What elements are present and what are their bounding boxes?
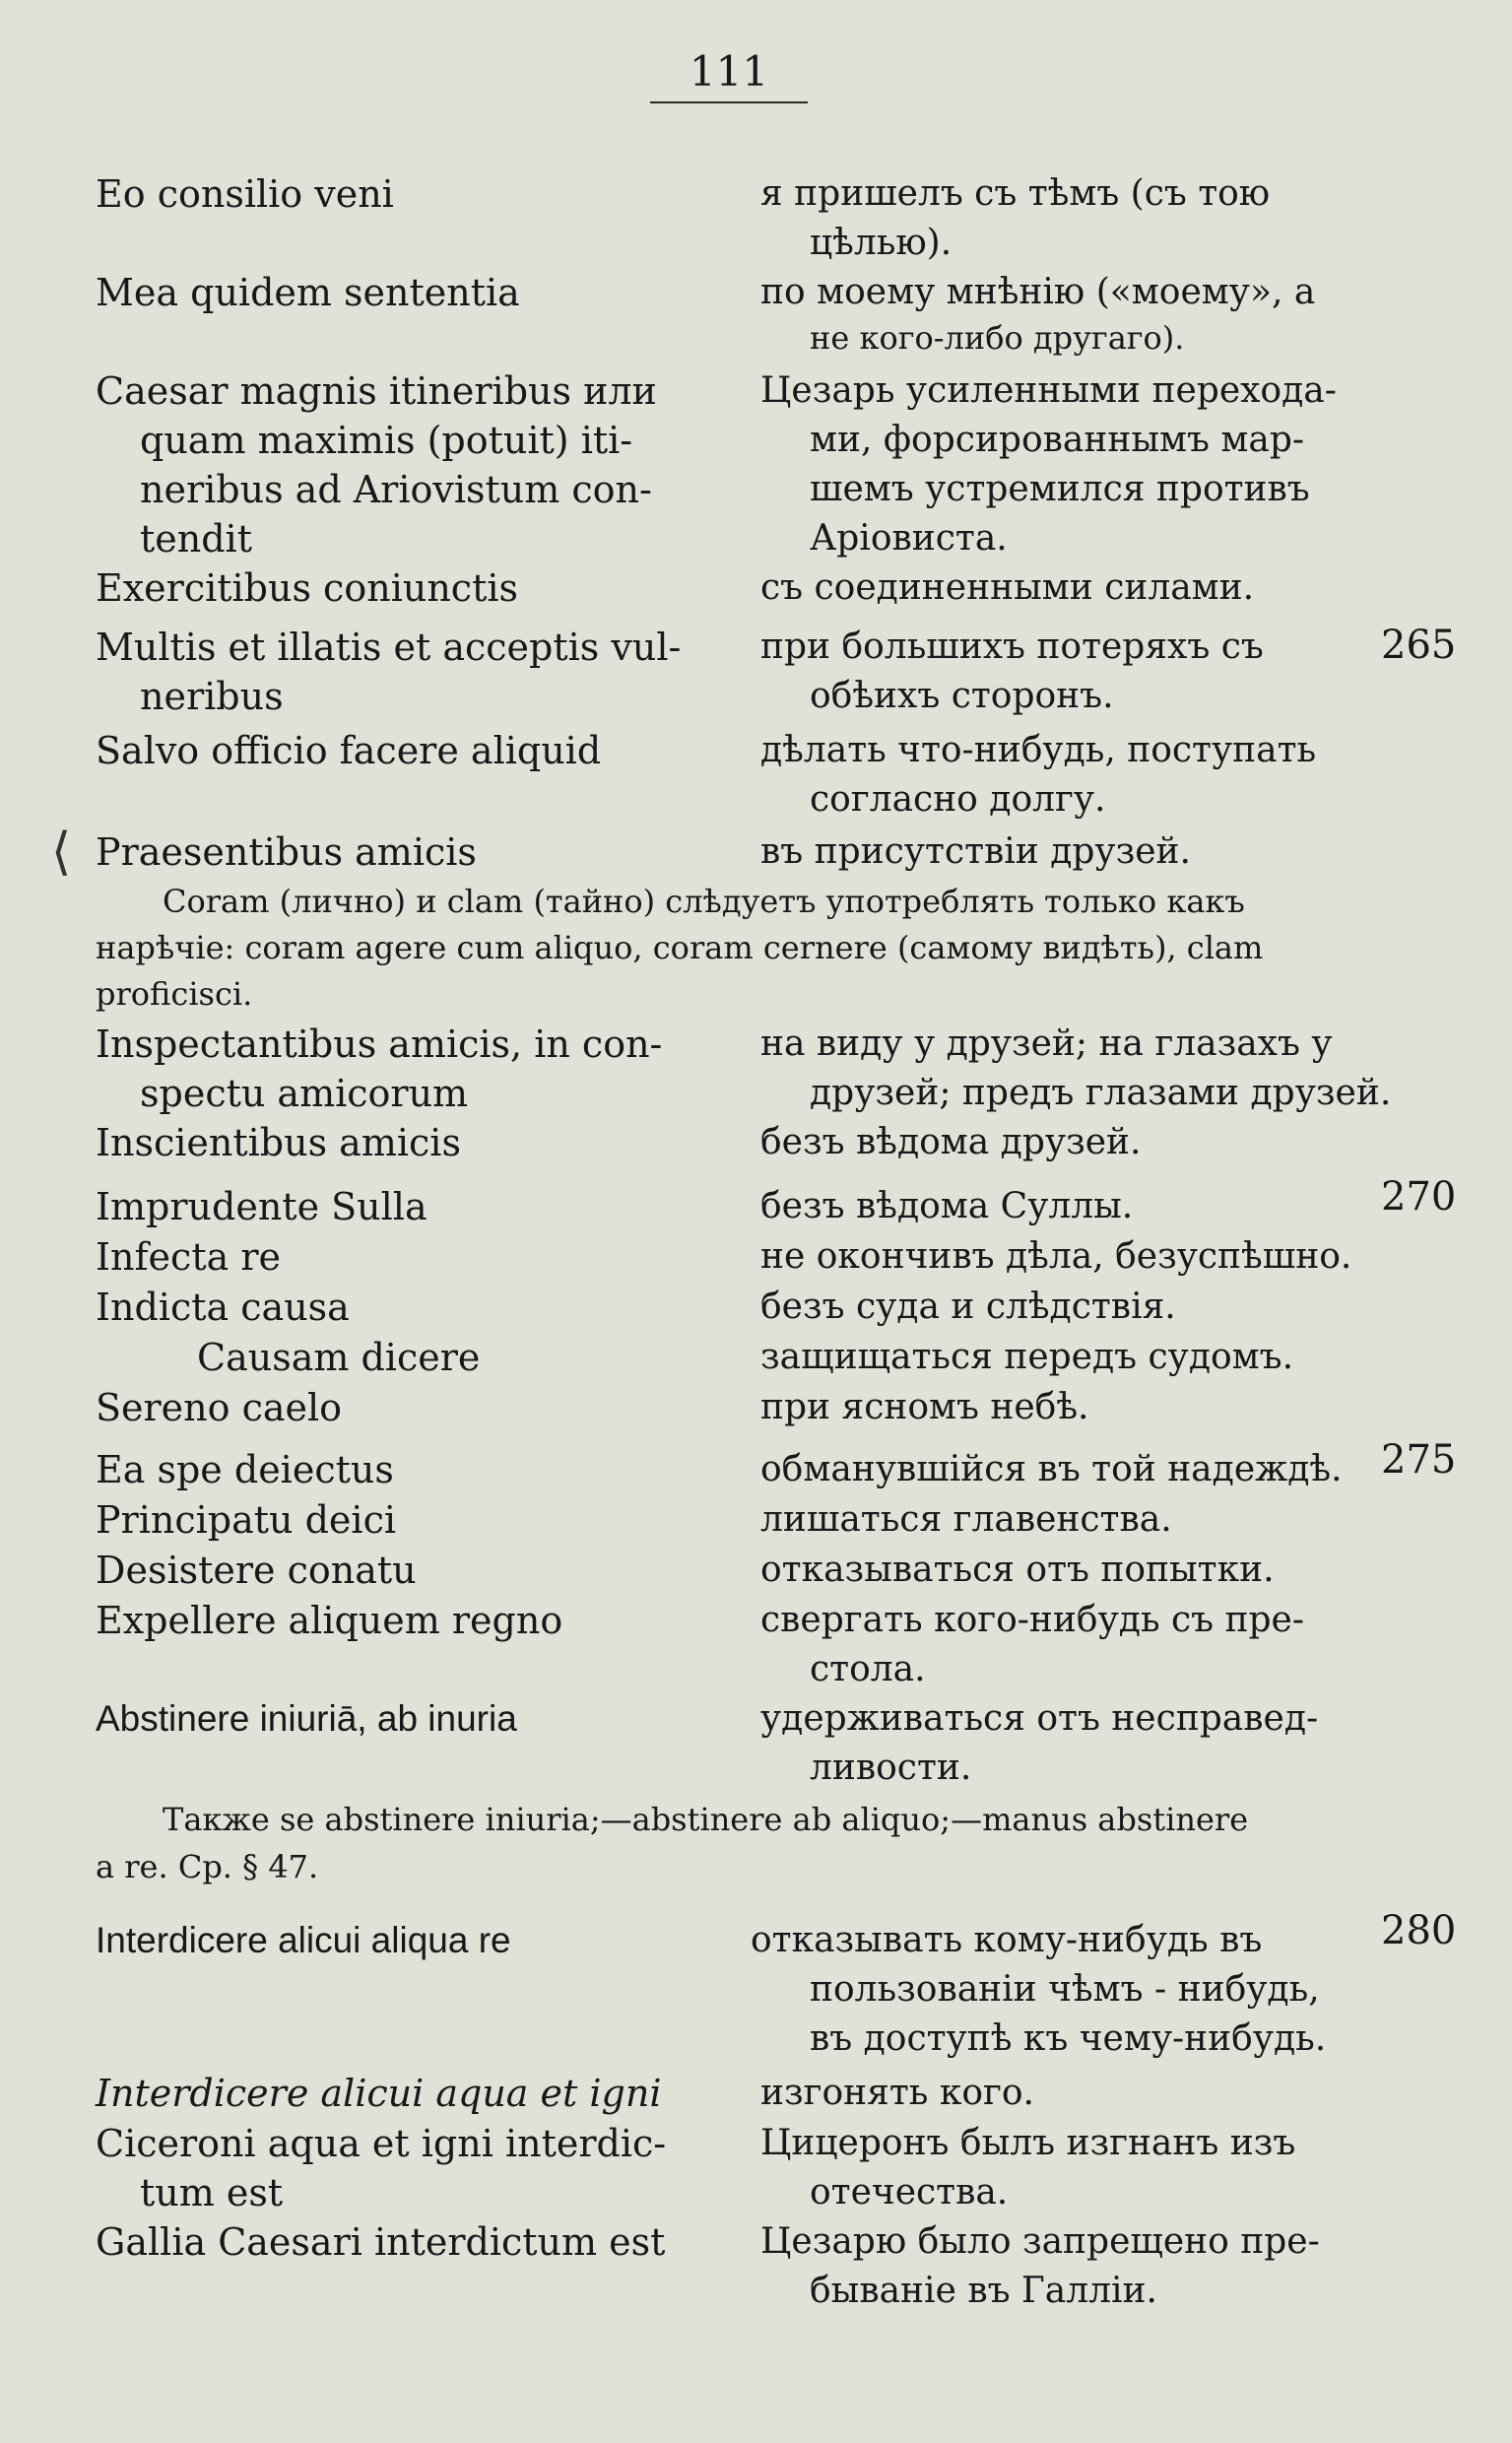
- russian-translation: безъ вѣдома Суллы.: [760, 1186, 1134, 1226]
- russian-translation-cont: Аріовиста.: [810, 518, 1008, 559]
- russian-translation: въ присутствіи друзей.: [760, 831, 1191, 872]
- latin-phrase: Exercitibus coniunctis: [96, 566, 519, 610]
- latin-phrase-cont: neribus ad Ariovistum con-: [140, 468, 652, 511]
- latin-phrase: Imprudente Sulla: [96, 1185, 427, 1228]
- russian-translation-cont: пользованіи чѣмъ - нибудь,: [810, 1969, 1320, 2010]
- russian-translation-cont: бываніе въ Галліи.: [810, 2271, 1157, 2311]
- russian-translation: свергать кого-нибудь съ пре-: [760, 1600, 1305, 1640]
- latin-phrase-cont: tendit: [140, 517, 252, 561]
- latin-phrase: Mea quidem sententia: [96, 271, 520, 314]
- line-number: 270: [1381, 1174, 1457, 1220]
- russian-translation: при большихъ потеряхъ съ: [760, 627, 1264, 667]
- russian-translation: отказывать кому-нибудь въ: [751, 1920, 1263, 1960]
- latin-phrase: Caesar magnis itineribus или: [96, 369, 657, 413]
- russian-translation-cont: въ доступѣ къ чему-нибудь.: [810, 2018, 1327, 2059]
- russian-translation: по моему мнѣнію («моему», а: [760, 272, 1316, 312]
- latin-phrase: Multis et illatis et acceptis vul-: [96, 626, 682, 669]
- russian-translation: при ясномъ небѣ.: [760, 1387, 1089, 1427]
- russian-translation: Цезарю было запрещено пре-: [760, 2221, 1320, 2262]
- russian-translation-cont: не кого-либо другаго).: [810, 319, 1185, 357]
- note-line: Coram (лично) и clam (тайно) слѣдуетъ употреблять только какъ: [163, 883, 1245, 920]
- latin-phrase: Causam dicere: [197, 1336, 481, 1379]
- russian-translation: обманувшійся въ той надеждѣ.: [760, 1449, 1343, 1489]
- latin-phrase-cont: neribus: [140, 675, 284, 718]
- russian-translation: безъ вѣдома друзей.: [760, 1122, 1142, 1162]
- russian-translation-cont: согласно долгу.: [810, 779, 1106, 820]
- latin-phrase: Desistere conatu: [96, 1549, 417, 1592]
- margin-bracket-mark: ⟨: [51, 823, 72, 882]
- russian-translation: лишаться главенства.: [760, 1499, 1172, 1540]
- russian-translation-cont: ливости.: [810, 1748, 972, 1788]
- russian-translation-cont: цѣлью).: [810, 223, 953, 263]
- latin-phrase: Abstinere iniuriā, ab inuria: [96, 1698, 517, 1739]
- line-number: 280: [1381, 1908, 1457, 1953]
- latin-phrase: Ciceroni aqua et igni interdic-: [96, 2122, 667, 2165]
- page-number: 111: [650, 47, 808, 103]
- latin-phrase: Inscientibus amicis: [96, 1121, 461, 1164]
- russian-translation-cont: обѣихъ сторонъ.: [810, 676, 1114, 716]
- russian-translation: дѣлать что-нибудь, поступать: [760, 730, 1317, 770]
- latin-phrase: Salvo officio facere aliquid: [96, 729, 602, 772]
- russian-translation-cont: стола.: [810, 1649, 926, 1689]
- note-line: a re. Ср. § 47.: [96, 1848, 319, 1885]
- russian-translation: не окончивъ дѣла, безуспѣшно.: [760, 1236, 1352, 1277]
- line-number: 265: [1381, 623, 1457, 668]
- latin-phrase: Infecta re: [96, 1235, 281, 1279]
- russian-translation-cont: шемъ устремился противъ: [810, 469, 1310, 509]
- latin-phrase-cont: tum est: [140, 2171, 284, 2214]
- russian-translation: удерживаться отъ несправед-: [760, 1698, 1319, 1739]
- latin-phrase: Ea spe deiectus: [96, 1448, 394, 1491]
- latin-phrase: Interdicere alicui aqua et igni: [96, 2072, 662, 2115]
- russian-translation: я пришелъ съ тѣмъ (съ тою: [760, 173, 1271, 214]
- latin-phrase-cont: spectu amicorum: [140, 1072, 469, 1115]
- latin-phrase: Eo consilio veni: [96, 172, 394, 216]
- latin-phrase-cont: quam maximis (potuit) iti-: [140, 419, 633, 462]
- russian-translation-cont: ми, форсированнымъ мар-: [810, 420, 1305, 460]
- russian-translation: на виду у друзей; на глазахъ у: [760, 1023, 1333, 1064]
- russian-translation: Цицеронъ былъ изгнанъ изъ: [760, 2123, 1296, 2163]
- russian-translation: отказываться отъ попытки.: [760, 1550, 1275, 1590]
- latin-phrase: Inspectantibus amicis, in con-: [96, 1023, 663, 1066]
- latin-phrase: Gallia Caesari interdictum est: [96, 2220, 666, 2264]
- note-line: нарѣчіе: coram agere cum aliquo, coram cernere (самому видѣть), clam: [96, 929, 1264, 966]
- russian-translation: Цезарь усиленными перехода-: [760, 370, 1337, 411]
- russian-translation-cont: отечества.: [810, 2172, 1009, 2212]
- russian-translation: изгонять кого.: [760, 2073, 1034, 2113]
- russian-translation-cont: друзей; предъ глазами друзей.: [810, 1073, 1392, 1113]
- note-line: proficisci.: [96, 975, 253, 1013]
- latin-phrase: Sereno caelo: [96, 1386, 343, 1429]
- latin-phrase: Indicta causa: [96, 1286, 350, 1329]
- latin-phrase: Principatu deici: [96, 1498, 397, 1542]
- latin-phrase: Interdicere alicui aliqua re: [96, 1920, 511, 1960]
- note-line: Также se abstinere iniuria;—abstinere ab aliquo;—manus abstinere: [163, 1801, 1249, 1838]
- line-number: 275: [1381, 1437, 1457, 1483]
- russian-translation: съ соединенными силами.: [760, 567, 1255, 608]
- russian-translation: защищаться передъ судомъ.: [760, 1337, 1294, 1377]
- latin-phrase: Expellere aliquem regno: [96, 1599, 563, 1642]
- russian-translation: безъ суда и слѣдствія.: [760, 1287, 1176, 1327]
- latin-phrase: Praesentibus amicis: [96, 830, 477, 874]
